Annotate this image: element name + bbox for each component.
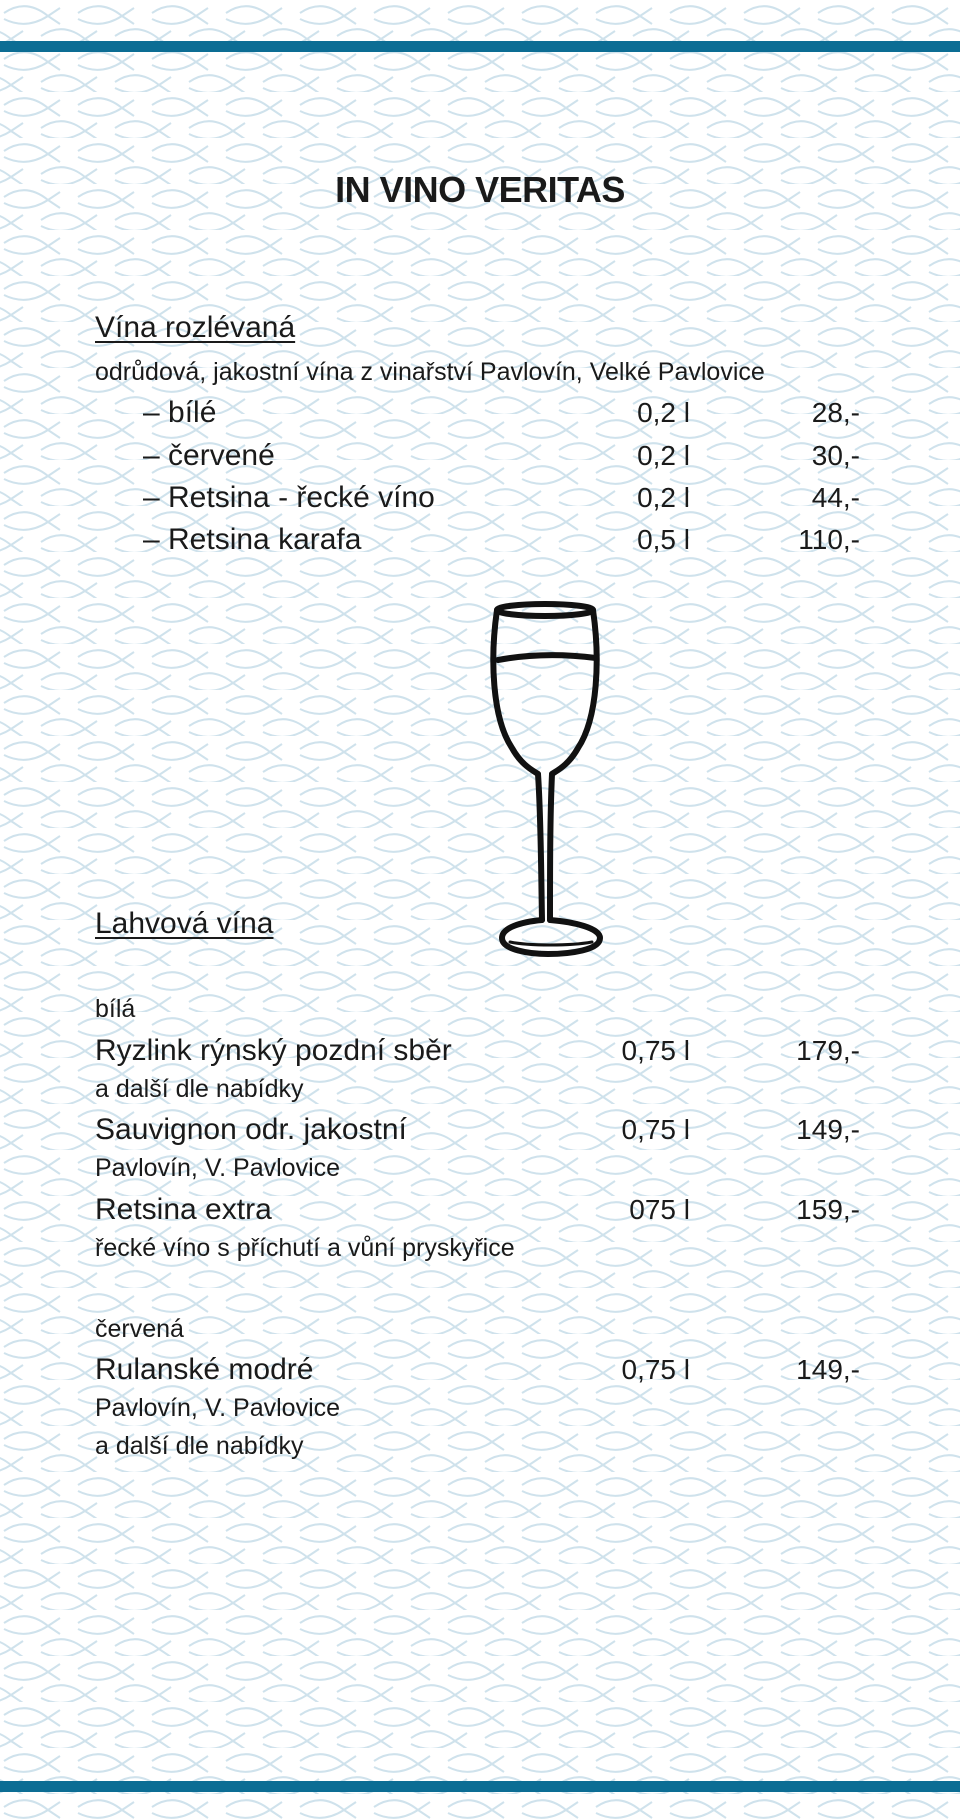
item-note: Pavlovín, V. Pavlovice	[95, 1154, 341, 1182]
menu-item	[0, 1110, 960, 1150]
item-name: Rulanské modré	[95, 1353, 314, 1386]
menu-item	[0, 1190, 960, 1230]
item-volume: 0,5 l	[637, 524, 690, 555]
item-price: 149,-	[796, 1114, 860, 1145]
item-name: – bílé	[143, 396, 217, 429]
item-note: a další dle nabídky	[95, 1075, 304, 1103]
menu-item	[0, 478, 960, 518]
category-label-white: bílá	[95, 995, 136, 1023]
section-heading-bottled-wines: Lahvová vína	[95, 907, 274, 940]
item-price: 110,-	[798, 524, 860, 555]
section-heading-open-wines: Vína rozlévaná	[95, 311, 296, 344]
item-price: 179,-	[796, 1035, 860, 1066]
item-volume: 0,2 l	[637, 482, 690, 513]
item-name: – Retsina - řecké víno	[143, 481, 435, 514]
item-name: – Retsina karafa	[143, 523, 362, 556]
menu-item	[0, 393, 960, 433]
item-price: 44,-	[811, 482, 860, 513]
item-volume: 0,2 l	[637, 440, 690, 471]
item-note: Pavlovín, V. Pavlovice	[95, 1394, 341, 1422]
menu-item	[0, 1350, 960, 1390]
item-name: Ryzlink rýnský pozdní sběr	[95, 1034, 452, 1067]
item-name: Sauvignon odr. jakostní	[95, 1113, 407, 1146]
item-name: Retsina extra	[95, 1193, 272, 1226]
menu-item	[0, 436, 960, 476]
item-volume: 0,2 l	[637, 397, 690, 428]
item-price: 30,-	[811, 440, 860, 471]
open-wines-intro: odrůdová, jakostní vína z vinařství Pavlovín, Velké Pavlovice	[95, 358, 765, 386]
item-volume: 0,75 l	[621, 1114, 690, 1145]
item-price: 149,-	[796, 1354, 860, 1385]
item-volume: 075 l	[629, 1194, 690, 1225]
page-title: IN VINO VERITAS	[335, 169, 625, 210]
item-name: – červené	[143, 439, 275, 472]
item-volume: 0,75 l	[621, 1354, 690, 1385]
menu-item	[0, 1031, 960, 1071]
menu-item	[0, 520, 960, 560]
category-label-red: červená	[95, 1315, 184, 1343]
item-note: a další dle nabídky	[95, 1432, 304, 1460]
item-price: 159,-	[796, 1194, 860, 1225]
item-price: 28,-	[811, 397, 860, 428]
item-note: řecké víno s příchutí a vůní pryskyřice	[95, 1234, 515, 1262]
wine-glass-icon	[490, 598, 625, 958]
item-volume: 0,75 l	[621, 1035, 690, 1066]
